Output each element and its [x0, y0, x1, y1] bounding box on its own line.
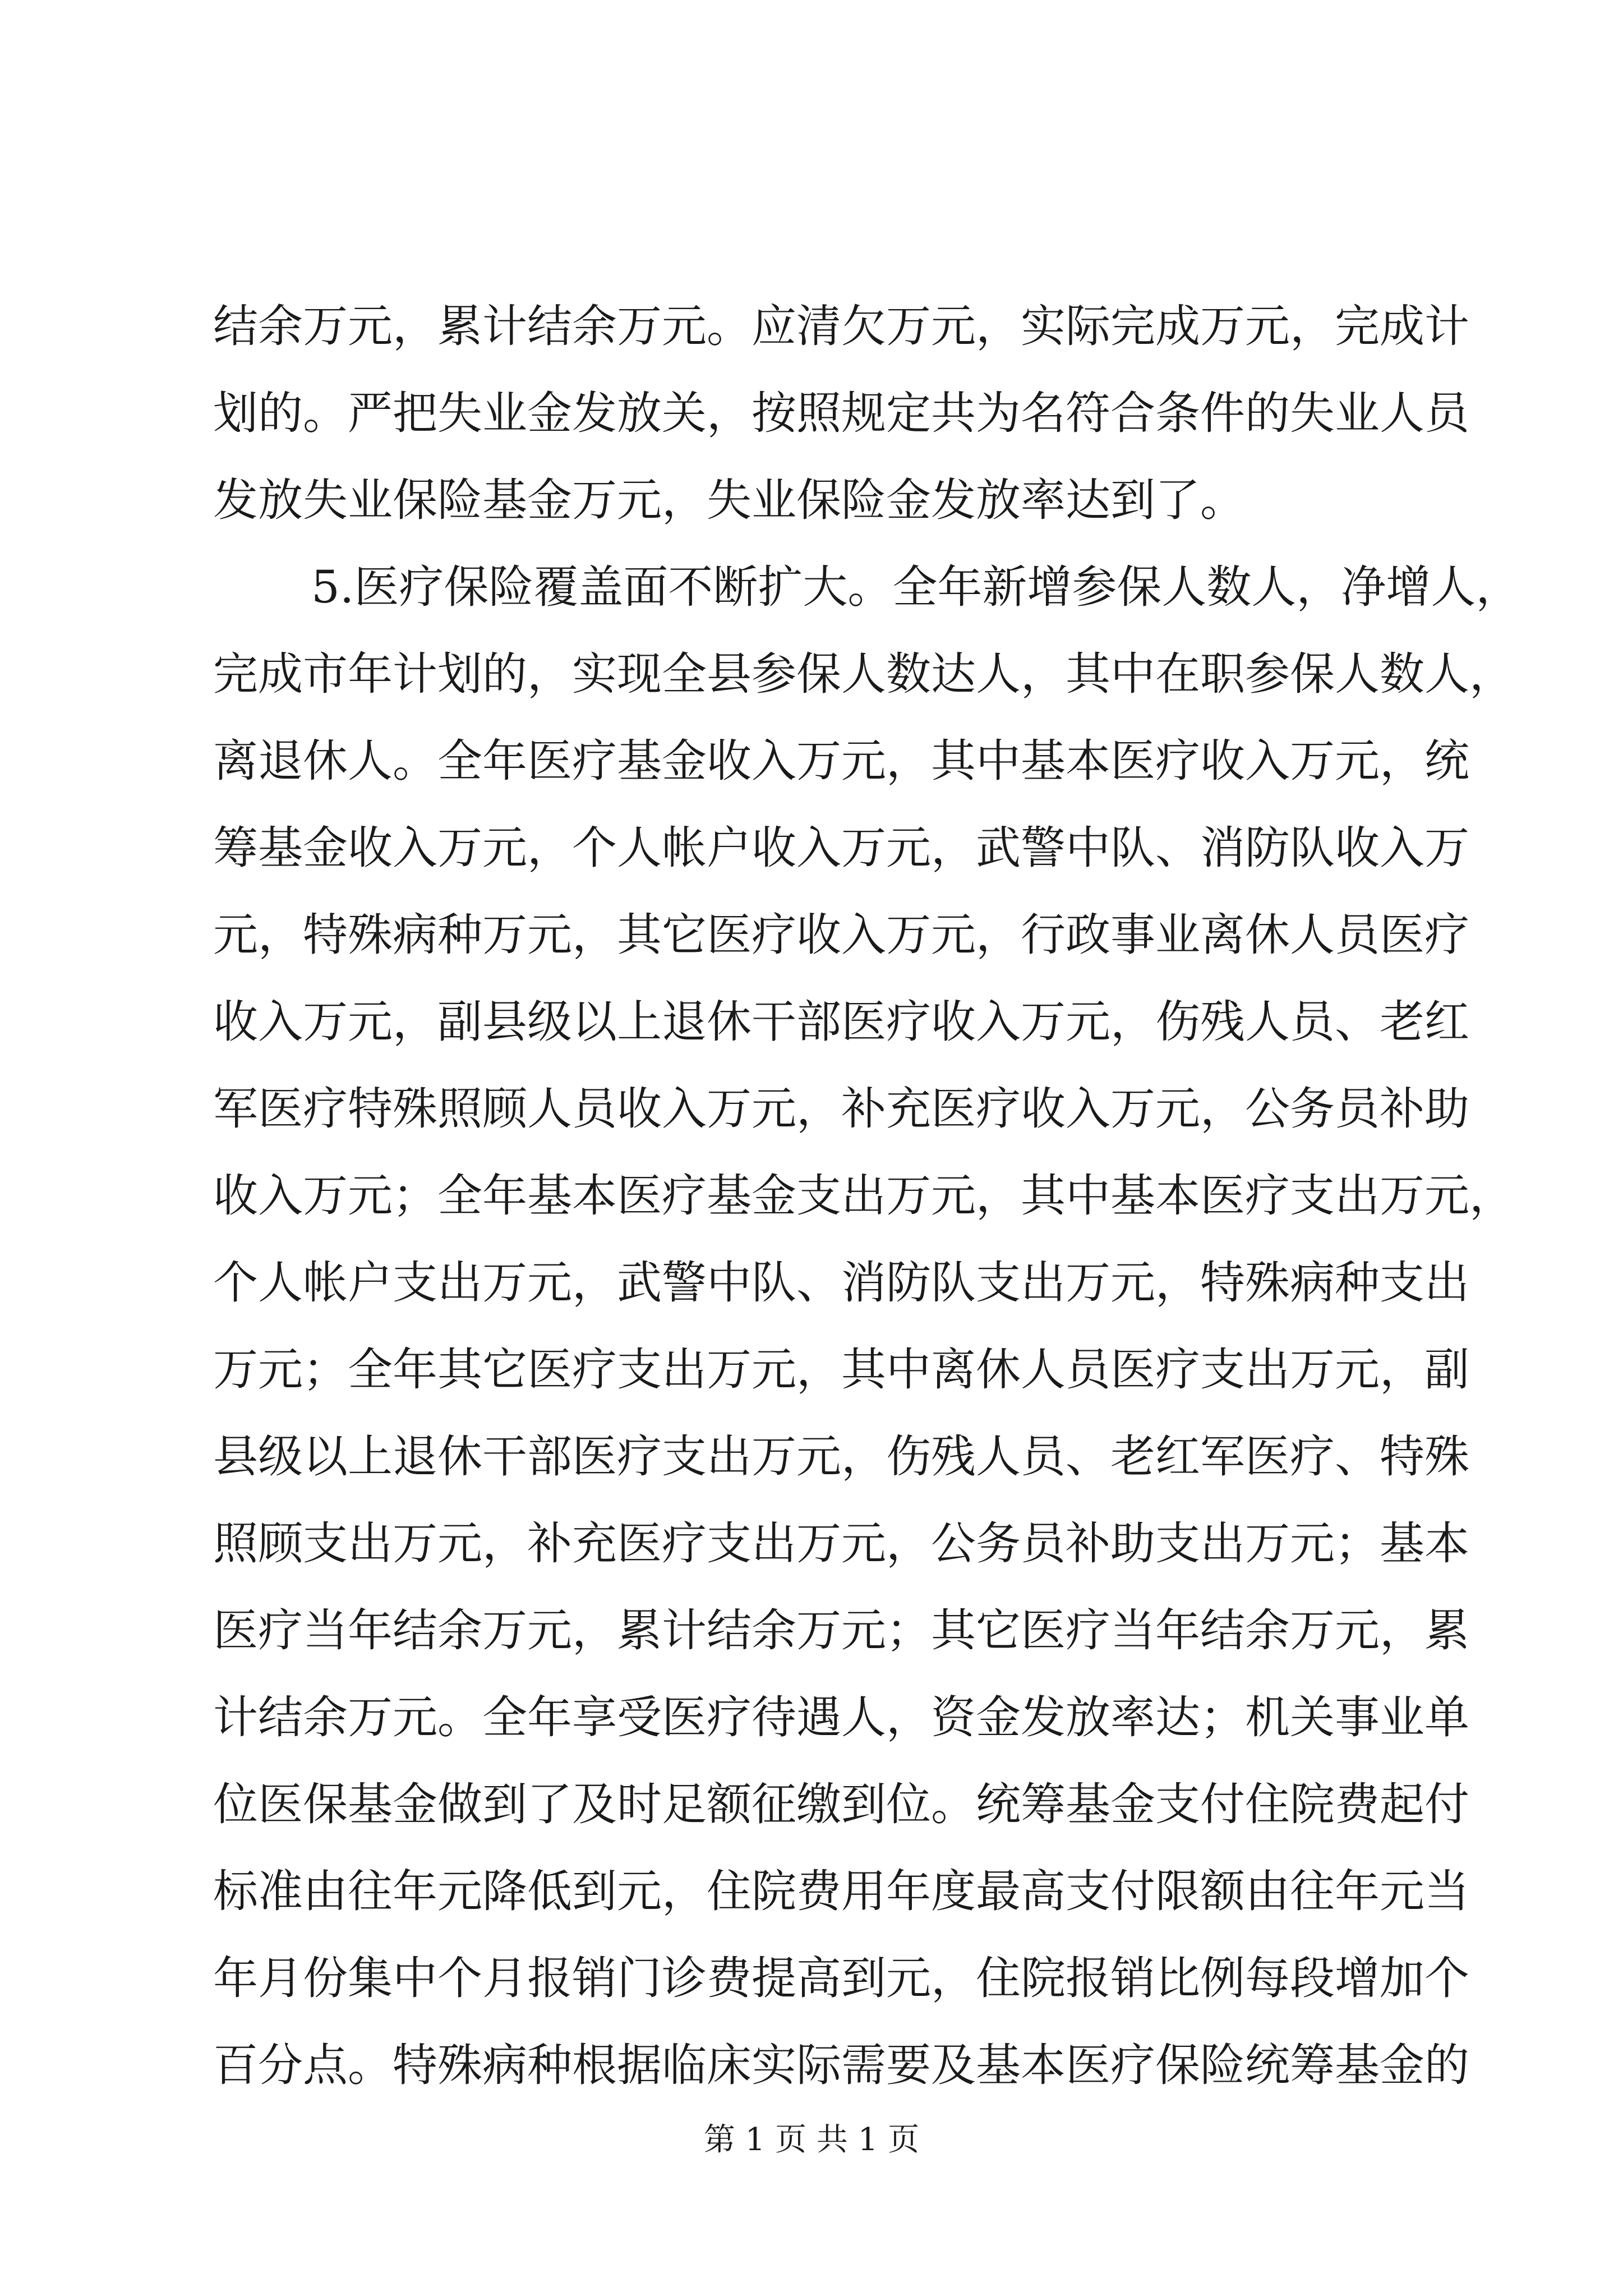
- text-line: 收入万元；全年基本医疗基金支出万元，其中基本医疗支出万元，: [213, 1170, 1514, 1222]
- text-line: 收入万元，副县级以上退休干部医疗收入万元，伤残人员、老红: [213, 996, 1469, 1048]
- text-line: 标准由往年元降低到元，住院费用年度最高支付限额由往年元当: [213, 1865, 1469, 1917]
- text-line: 医疗当年结余万元，累计结余万元；其它医疗当年结余万元，累: [213, 1604, 1469, 1657]
- text-line: 元，特殊病种万元，其它医疗收入万元，行政事业离休人员医疗: [213, 909, 1469, 961]
- text-line: 位医保基金做到了及时足额征缴到位。统筹基金支付住院费起付: [213, 1778, 1469, 1830]
- text-line: 结余万元，累计结余万元。应清欠万元，实际完成万元，完成计: [213, 300, 1469, 352]
- text-line: 年月份集中个月报销门诊费提高到元，住院报销比例每段增加个: [213, 1952, 1469, 2004]
- text-line: 个人帐户支出万元，武警中队、消防队支出万元，特殊病种支出: [213, 1257, 1469, 1309]
- text-line: 发放失业保险基金万元，失业保险金发放率达到了。: [213, 474, 1245, 526]
- text-line: 万元；全年其它医疗支出万元，其中离休人员医疗支出万元，副: [213, 1343, 1469, 1396]
- paragraph-first-line: 5.医疗保险覆盖面不断扩大。全年新增参保人数人，净增人，: [311, 561, 1521, 613]
- text-line: 百分点。特殊病种根据临床实际需要及基本医疗保险统筹基金的: [213, 2039, 1469, 2091]
- text-line: 县级以上退休干部医疗支出万元，伤残人员、老红军医疗、特殊: [213, 1430, 1469, 1483]
- page-number-footer: 第 1 页 共 1 页: [703, 2122, 920, 2158]
- text-line: 照顾支出万元，补充医疗支出万元，公务员补助支出万元；基本: [213, 1517, 1469, 1570]
- text-line: 划的。严把失业金发放关，按照规定共为名符合条件的失业人员: [213, 387, 1469, 439]
- text-line: 筹基金收入万元，个人帐户收入万元，武警中队、消防队收入万: [213, 822, 1469, 874]
- text-line: 离退休人。全年医疗基金收入万元，其中基本医疗收入万元，统: [213, 735, 1469, 787]
- text-line: 完成市年计划的，实现全县参保人数达人，其中在职参保人数人，: [213, 648, 1514, 700]
- text-line: 军医疗特殊照顾人员收入万元，补充医疗收入万元，公务员补助: [213, 1083, 1469, 1135]
- text-line: 计结余万元。全年享受医疗待遇人，资金发放率达；机关事业单: [213, 1691, 1469, 1743]
